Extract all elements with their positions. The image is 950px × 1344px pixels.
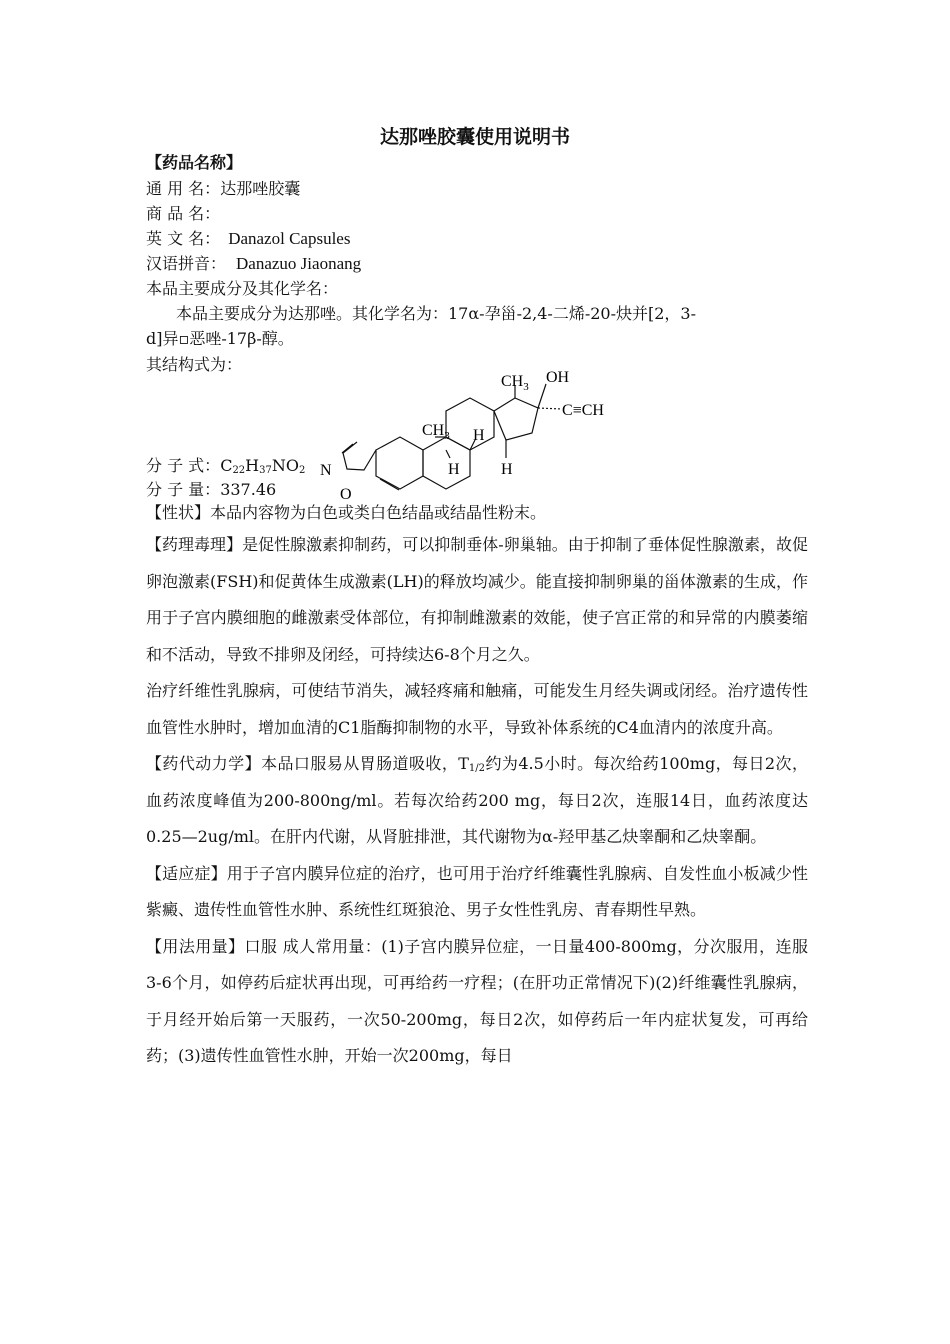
properties-text: 【性状】本品内容物为白色或类白色结晶或结晶性粉末。 — [146, 503, 547, 522]
document-title: 达那唑胶囊使用说明书 — [379, 126, 570, 148]
pharmacology-paragraph-1: 【药理毒理】是促性腺激素抑制药，可以抑制垂体-卵巢轴。由于抑制了垂体促性腺激素，故促卵泡激素(FSH)和促黄体生成激素(LH)的释放均减少。能直接抑制卵巢的甾体激素的生成，作用于子宫内膜细胞的雌激素受体部位，有抑制雌激素的效能，使子宫正常的和异常的内膜萎缩和不活动，导致不排卵及闭经，可持续达6-8个月之久。 — [146, 535, 808, 664]
composition-text-line2: d]异▫恶唑-17β-醇。 — [146, 329, 294, 348]
english-name-label: 英 文 名： — [146, 229, 221, 248]
h-label-c14: H — [501, 461, 513, 478]
ethynyl-label: C≡CH — [562, 402, 604, 419]
h-bond-c9 — [446, 450, 450, 458]
composition-text-line1: 本品主要成分为达那唑。其化学名为：17α-孕甾-2,4-二烯-20-炔并[2，3- — [176, 304, 697, 323]
molecular-formula-label: 分 子 式： — [146, 456, 221, 475]
composition-header: 本品主要成分及其化学名： — [146, 279, 339, 298]
trade-name-label: 商 品 名： — [146, 204, 221, 223]
generic-name-row — [146, 176, 300, 199]
name-section-header: 【药品名称】 — [146, 153, 243, 172]
h-label-c8: H — [473, 427, 485, 444]
h-label-c9: H — [448, 461, 460, 478]
english-name-value: Danazol Capsules — [228, 229, 351, 248]
oxygen-label: O — [340, 486, 352, 503]
pharmacokinetics-paragraph: 【药代动力学】本品口服易从胃肠道吸收，$T_{1/2}$约为4.5小时。每次给药100mg，每日2次，血药浓度峰值为200-800ng/ml。若每次给药200 mg，每日2次，连服14日，血药浓度达0.25—2ug/ml。在肝内代谢，从肾脏排泄，其代谢物为α-羟甲基乙炔睾酮和乙炔睾酮。 — [146, 754, 808, 846]
pinyin-name-value: Danazuo Jiaonang — [236, 254, 362, 273]
pinyin-name-label: 汉语拼音： — [146, 254, 227, 273]
molecular-weight-label: 分 子 量： — [146, 480, 221, 499]
molecular-formula-value: $C_{22}H_{37}NO_2$ — [220, 456, 306, 476]
molecular-weight-row — [146, 477, 276, 500]
trade-name-row — [146, 201, 220, 224]
dosage-paragraph: 【用法用量】口服 成人常用量：(1)子宫内膜异位症，一日量400-800mg，分次服用，连服3-6个月，如停药后症状再出现，可再给药一疗程；(在肝功正常情况下)(2)纤维囊性乳腺病，于月经开始后第一天服药，一次50-200mg，每日2次，如停药后一年内症状复发，可再给药；(3)遗传性血管性水肿，开始一次200mg，每日 — [146, 936, 808, 1065]
molecular-weight-value: 337.46 — [220, 480, 277, 499]
ring-a-double-bond — [380, 479, 399, 490]
ring-d — [494, 398, 538, 440]
oh-label: OH — [546, 369, 570, 386]
ethynyl-bond — [538, 408, 562, 409]
generic-name-label: 通 用 名： — [146, 179, 221, 198]
main-body — [146, 527, 808, 1075]
ch3-upper-label: $CH_3$ — [501, 373, 529, 393]
structure-label: 其结构式为： — [146, 355, 243, 374]
generic-name-value: 达那唑胶囊 — [220, 179, 301, 198]
pinyin-name-row — [146, 251, 361, 274]
molecular-formula-row — [146, 453, 305, 476]
ring-b — [423, 437, 470, 489]
english-name-row — [146, 226, 350, 249]
hydroxyl-bond — [538, 384, 546, 408]
indications-paragraph: 【适应症】用于子宫内膜异位症的治疗，也可用于治疗纤维囊性乳腺病、自发性血小板减少性紫癜、遗传性血管性水肿、系统性红斑狼沧、男子女性性乳房、青春期性早熟。 — [146, 863, 808, 919]
ring-c — [446, 398, 494, 450]
ch3-lower-label: $CH_3$ — [422, 422, 450, 442]
isoxazole-ring-bond — [343, 442, 376, 470]
pharmacology-paragraph-2: 治疗纤维性乳腺病，可使结节消失，减轻疼痛和触痛，可能发生月经失调或闭经。治疗遗传性血管性水肿时，增加血清的C1脂酶抑制物的水平，导致补体系统的C4血清内的浓度升高。 — [146, 681, 808, 737]
isoxazole-double-bond — [342, 444, 353, 453]
danazol-structure-diagram — [300, 360, 640, 505]
nitrogen-label: N — [320, 462, 332, 479]
